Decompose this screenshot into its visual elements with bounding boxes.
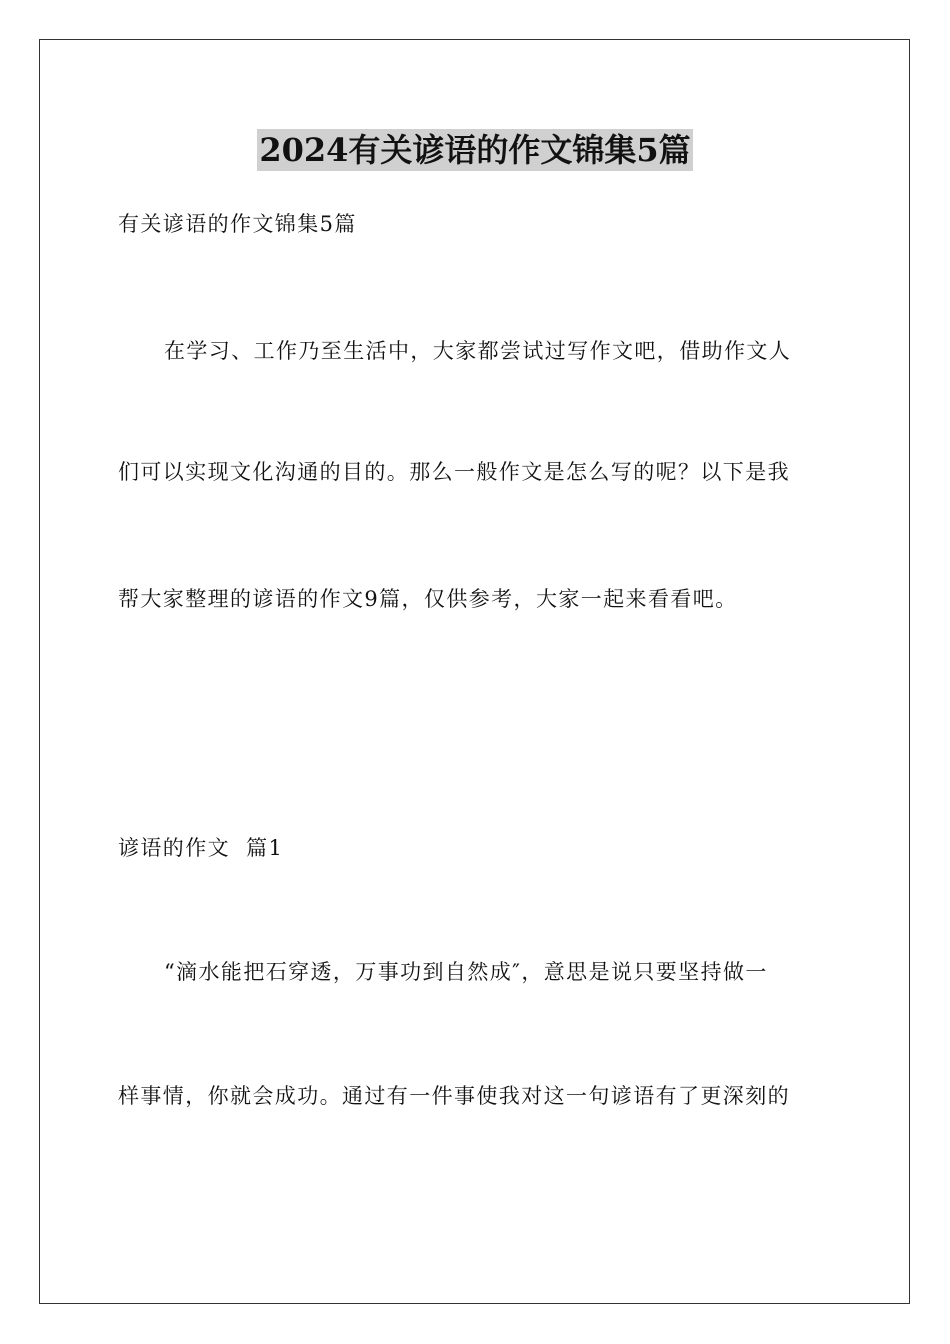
- document-title-text: 2024有关谚语的作文锦集5篇: [259, 131, 691, 169]
- intro-paragraph-line-1: 在学习、工作乃至生活中，大家都尝试过写作文吧，借助作文人: [164, 339, 792, 363]
- section-paragraph-line-2: 样事情，你就会成功。通过有一件事使我对这一句谚语有了更深刻的: [118, 1084, 790, 1108]
- intro-paragraph-line-3: 帮大家整理的谚语的作文9篇，仅供参考，大家一起来看看吧。: [118, 587, 738, 611]
- document-subtitle: 有关谚语的作文锦集5篇: [118, 212, 357, 236]
- intro-paragraph-line-2: 们可以实现文化沟通的目的。那么一般作文是怎么写的呢？以下是我: [118, 460, 790, 484]
- section-heading: 谚语的作文 篇1: [118, 836, 284, 860]
- document-title: [0, 126, 950, 174]
- section-paragraph-line-1: “滴水能把石穿透，万事功到自然成″，意思是说只要坚持做一: [164, 960, 768, 984]
